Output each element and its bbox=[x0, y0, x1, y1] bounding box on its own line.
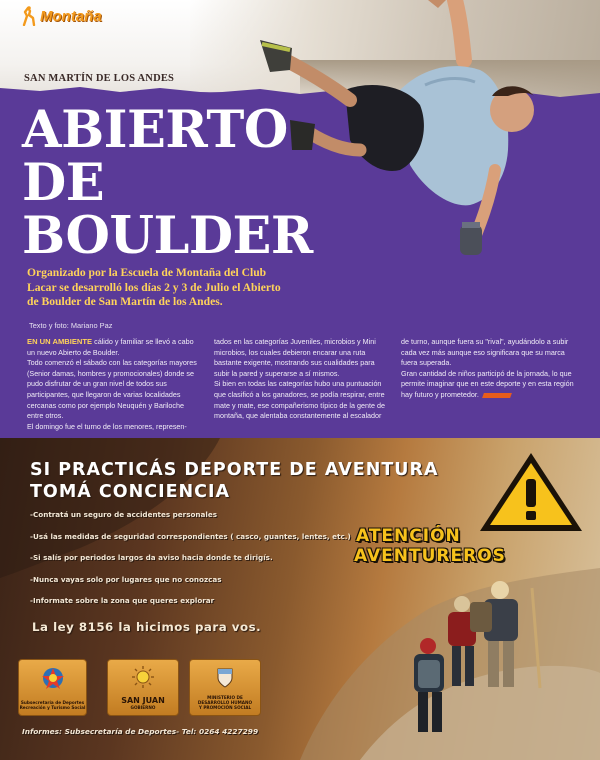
ad-headline-line: SI PRACTICÁS DEPORTE DE AVENTURA bbox=[30, 460, 439, 480]
section-logo bbox=[22, 6, 102, 26]
section-name: Montaña bbox=[40, 7, 102, 25]
sun-logo-icon bbox=[131, 666, 155, 688]
title-line: BOULDER bbox=[22, 206, 313, 266]
photo-credit: Texto y foto: Mariano Paz bbox=[29, 321, 113, 330]
sponsor-ministerio-desarrollo bbox=[189, 659, 261, 716]
warning-triangle-icon bbox=[476, 449, 586, 535]
coat-of-arms-icon bbox=[216, 666, 234, 688]
list-item: -Informate sobre la zona que queres explorar bbox=[30, 596, 215, 605]
list-item: -Nunca vayas solo por lugares que no conozcas bbox=[30, 574, 222, 584]
sponsor-name: SAN JUAN bbox=[121, 696, 165, 705]
list-item: -Si salís por periodos largos da aviso hacia donde te dirigís. bbox=[30, 553, 273, 562]
contact-info: Informes: Subsecretaría de Deportes- Tel: 0264 4227299 bbox=[22, 727, 259, 736]
body-column-1 bbox=[27, 337, 200, 432]
warning-line: ATENCIÓN bbox=[356, 526, 461, 546]
sponsor-logos bbox=[18, 659, 261, 716]
body-text: tados en las categorías Juveniles, microbios y Mini microbios, los cuales debieron encarar una ruta bastante exigente, mostrando sus cualidades para subir la pared y superarse a sí mismos. bbox=[214, 337, 376, 378]
colorful-star-logo-icon bbox=[40, 666, 66, 690]
location-kicker: SAN MARTÍN DE LOS ANDES bbox=[24, 73, 175, 84]
title-line: DE bbox=[22, 153, 105, 213]
body-text: de turno, aunque fuera su "rival", ayudándolo a subir cada vez más aunque eso significara que su marca fuera superada. bbox=[401, 337, 569, 368]
title-line: ABIERTO bbox=[22, 100, 288, 160]
body-text: cálido y familiar se llevó a cabo un nuevo Abierto de Boulder. bbox=[27, 337, 194, 357]
warning-caption bbox=[354, 526, 506, 566]
body-text: Si bien en todas las categorías hubo una puntuación que clasificó a los ganadores, se podía respirar, entre mate y mate, ese compañerismo típico de la gente de montaña, que alentaba constantemente al escalador bbox=[214, 379, 385, 421]
sponsor-label: GOBIERNO bbox=[130, 705, 156, 710]
ad-headline bbox=[30, 459, 439, 503]
end-mark bbox=[482, 393, 512, 398]
article-body bbox=[27, 337, 587, 432]
body-text: El domingo fue el turno de los menores, represen- bbox=[27, 421, 187, 431]
body-column-2 bbox=[214, 337, 387, 432]
sponsor-subsecretaria-deportes bbox=[18, 659, 87, 716]
body-text: Gran cantidad de niños participó de la jornada, lo que permite imaginar que en este deporte y en esta región hay futuro y prometedor. bbox=[401, 368, 574, 399]
article-title bbox=[22, 100, 313, 266]
sponsor-label: Subsecretaría de Deportes Recreación y Turismo Social bbox=[19, 700, 86, 710]
body-text: Todo comenzó el sábado con las categorías mayores (Senior damas, hombres y promocionales) donde se pudo disfrutar de un gran nivel de todos sus participantes, que llegaron de varias localidades cercanas como por ejemplo Neuquén y Bariloche entre otros. bbox=[27, 358, 197, 421]
ad-headline-line: TOMÁ CONCIENCIA bbox=[30, 482, 231, 502]
law-slogan: La ley 8156 la hicimos para vos. bbox=[32, 620, 262, 634]
body-column-3 bbox=[401, 337, 574, 432]
safety-tips-list bbox=[30, 510, 351, 618]
warning-line: AVENTUREROS bbox=[354, 546, 506, 566]
sponsor-label: MINISTERIO DE DESARROLLO HUMANO Y PROMOCIÓN SOCIAL bbox=[197, 695, 253, 710]
lead-in: EN UN AMBIENTE bbox=[27, 337, 93, 346]
mountain-climber-icon bbox=[22, 6, 36, 26]
list-item: -Usá las medidas de seguridad correspondientes ( casco, guantes, lentes, etc.) bbox=[30, 531, 351, 541]
list-item: -Contratá un seguro de accidentes personales bbox=[30, 510, 218, 519]
sponsor-san-juan bbox=[107, 659, 179, 716]
article-lead: Organizado por la Escuela de Montaña del Club Lacar se desarrolló los días 2 y 3 de Julio el Abierto de Boulder de San Martín de los Andes. bbox=[27, 266, 281, 308]
